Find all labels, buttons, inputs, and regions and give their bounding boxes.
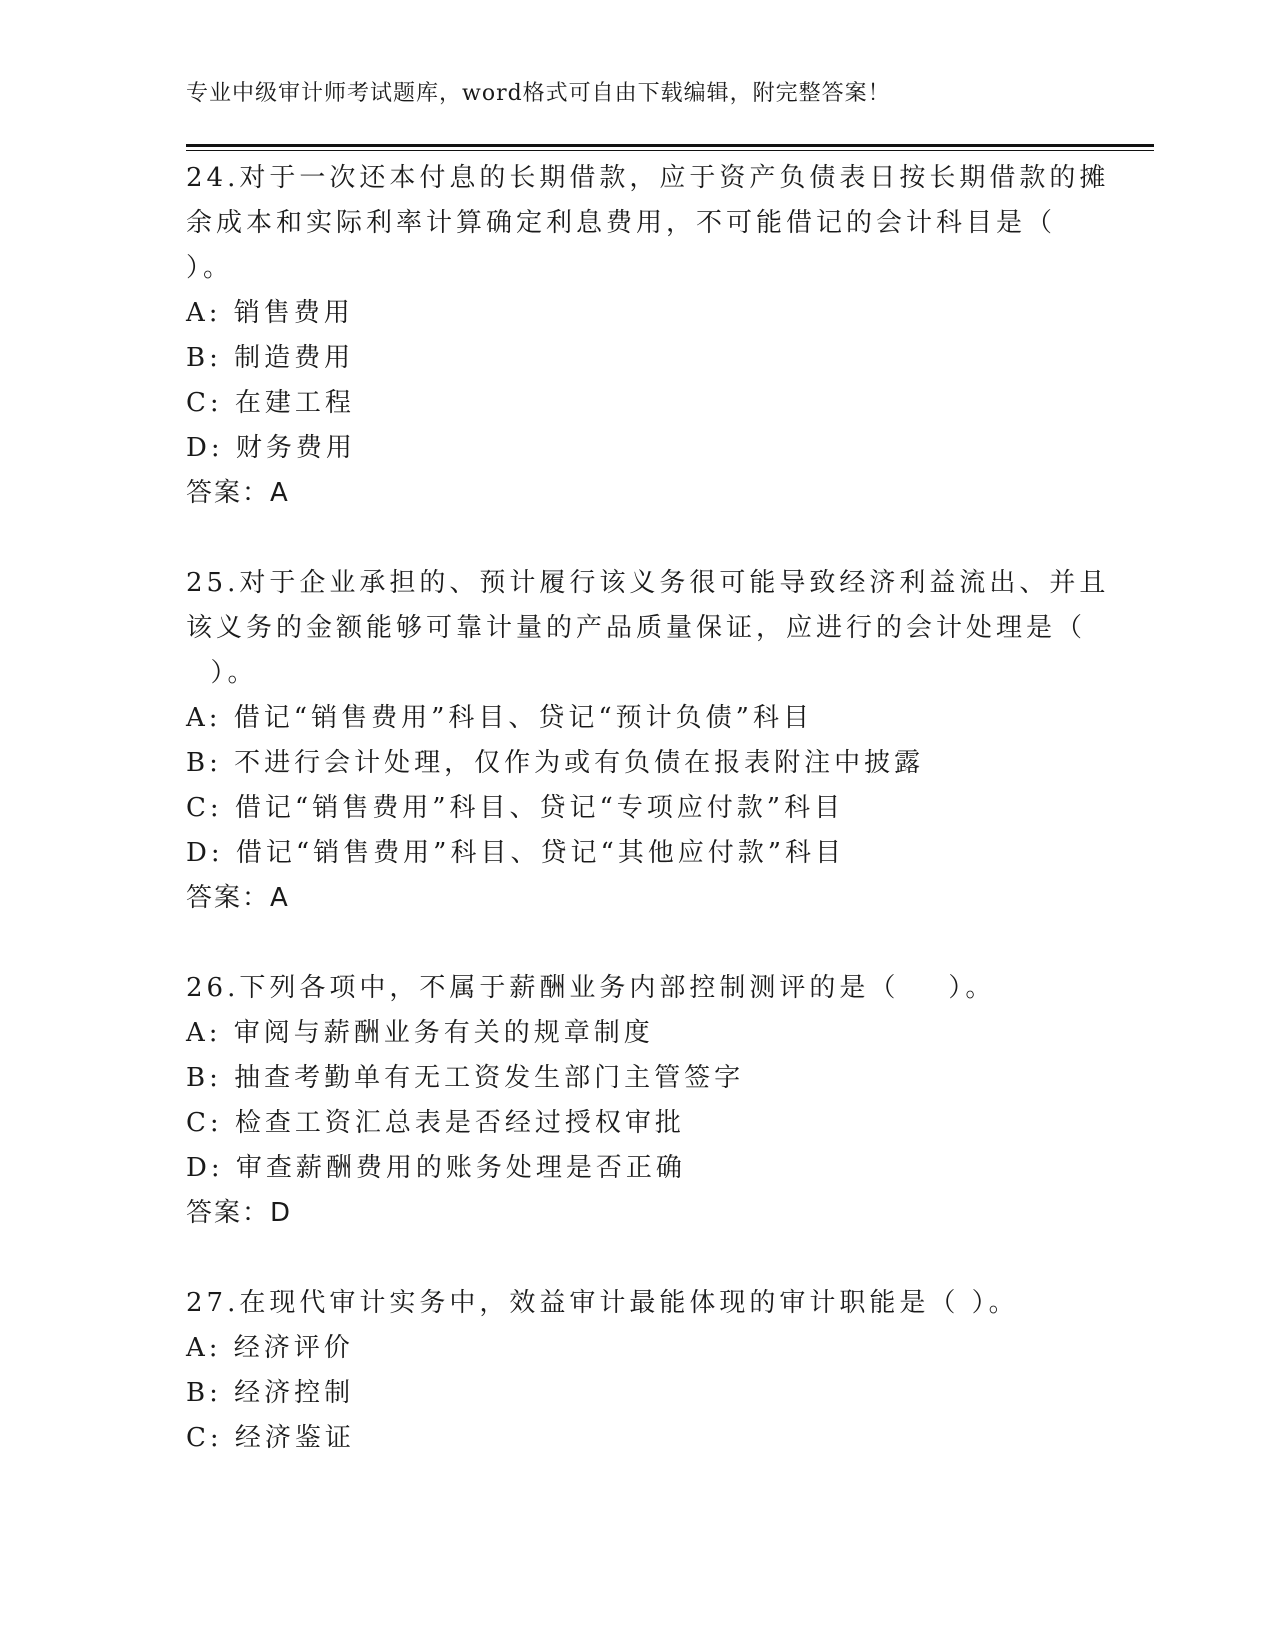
option-a: A: 销售费用 (186, 298, 354, 328)
option-d: D: 财务费用 (186, 433, 356, 463)
option-a: A: 审阅与薪酬业务有关的规章制度 (186, 1018, 654, 1048)
question-25 (186, 561, 1110, 921)
option-d: D: 审查薪酬费用的账务处理是否正确 (186, 1153, 686, 1183)
question-text (186, 156, 1110, 291)
question-line: 24.对于一次还本付息的长期借款，应于资产负债表日按长期借款的摊 (186, 163, 1110, 193)
question-spacer (186, 1236, 1086, 1281)
question-line: 27.在现代审计实务中，效益审计最能体现的审计职能是（ ）。 (186, 1288, 1019, 1318)
header-rule-thin (186, 150, 1154, 151)
question-line: 该义务的金额能够可靠计量的产品质量保证，应进行的会计处理是（ (186, 613, 1087, 643)
answer-label: 答案：A (186, 478, 290, 508)
question-text (186, 966, 1086, 1011)
question-text (186, 1281, 1086, 1326)
option-c: C: 经济鉴证 (186, 1423, 355, 1453)
option-b: B: 不进行会计处理，仅作为或有负债在报表附注中披露 (186, 748, 925, 778)
question-text (186, 561, 1110, 696)
question-list (186, 156, 1110, 1461)
question-line: ）。 (186, 253, 234, 283)
header-rule-thick (186, 144, 1154, 147)
option-a: A: 经济评价 (186, 1333, 354, 1363)
answer-label: 答案：D (186, 1198, 293, 1228)
page-header: 专业中级审计师考试题库，word格式可自由下载编辑，附完整答案！ (186, 81, 891, 106)
question-line: 25.对于企业承担的、预计履行该义务很可能导致经济利益流出、并且 (186, 568, 1110, 598)
question-line: ）。 (186, 658, 258, 688)
option-d: D: 借记“销售费用”科目、贷记“其他应付款”科目 (186, 838, 846, 868)
option-a: A: 借记“销售费用”科目、贷记“预计负债”科目 (186, 703, 813, 733)
question-line: 26.下列各项中，不属于薪酬业务内部控制测评的是（ ）。 (186, 973, 996, 1003)
answer-label: 答案：A (186, 883, 290, 913)
question-line: 余成本和实际利率计算确定利息费用，不可能借记的会计科目是（ (186, 208, 1057, 238)
question-spacer (186, 921, 1086, 966)
question-27 (186, 1281, 1086, 1461)
option-b: B: 经济控制 (186, 1378, 355, 1408)
option-b: B: 制造费用 (186, 343, 355, 373)
question-24 (186, 156, 1110, 516)
question-spacer (186, 516, 1086, 561)
option-c: C: 在建工程 (186, 388, 355, 418)
option-c: C: 检查工资汇总表是否经过授权审批 (186, 1108, 685, 1138)
question-26 (186, 966, 1086, 1236)
option-b: B: 抽查考勤单有无工资发生部门主管签字 (186, 1063, 745, 1093)
option-c: C: 借记“销售费用”科目、贷记“专项应付款”科目 (186, 793, 845, 823)
